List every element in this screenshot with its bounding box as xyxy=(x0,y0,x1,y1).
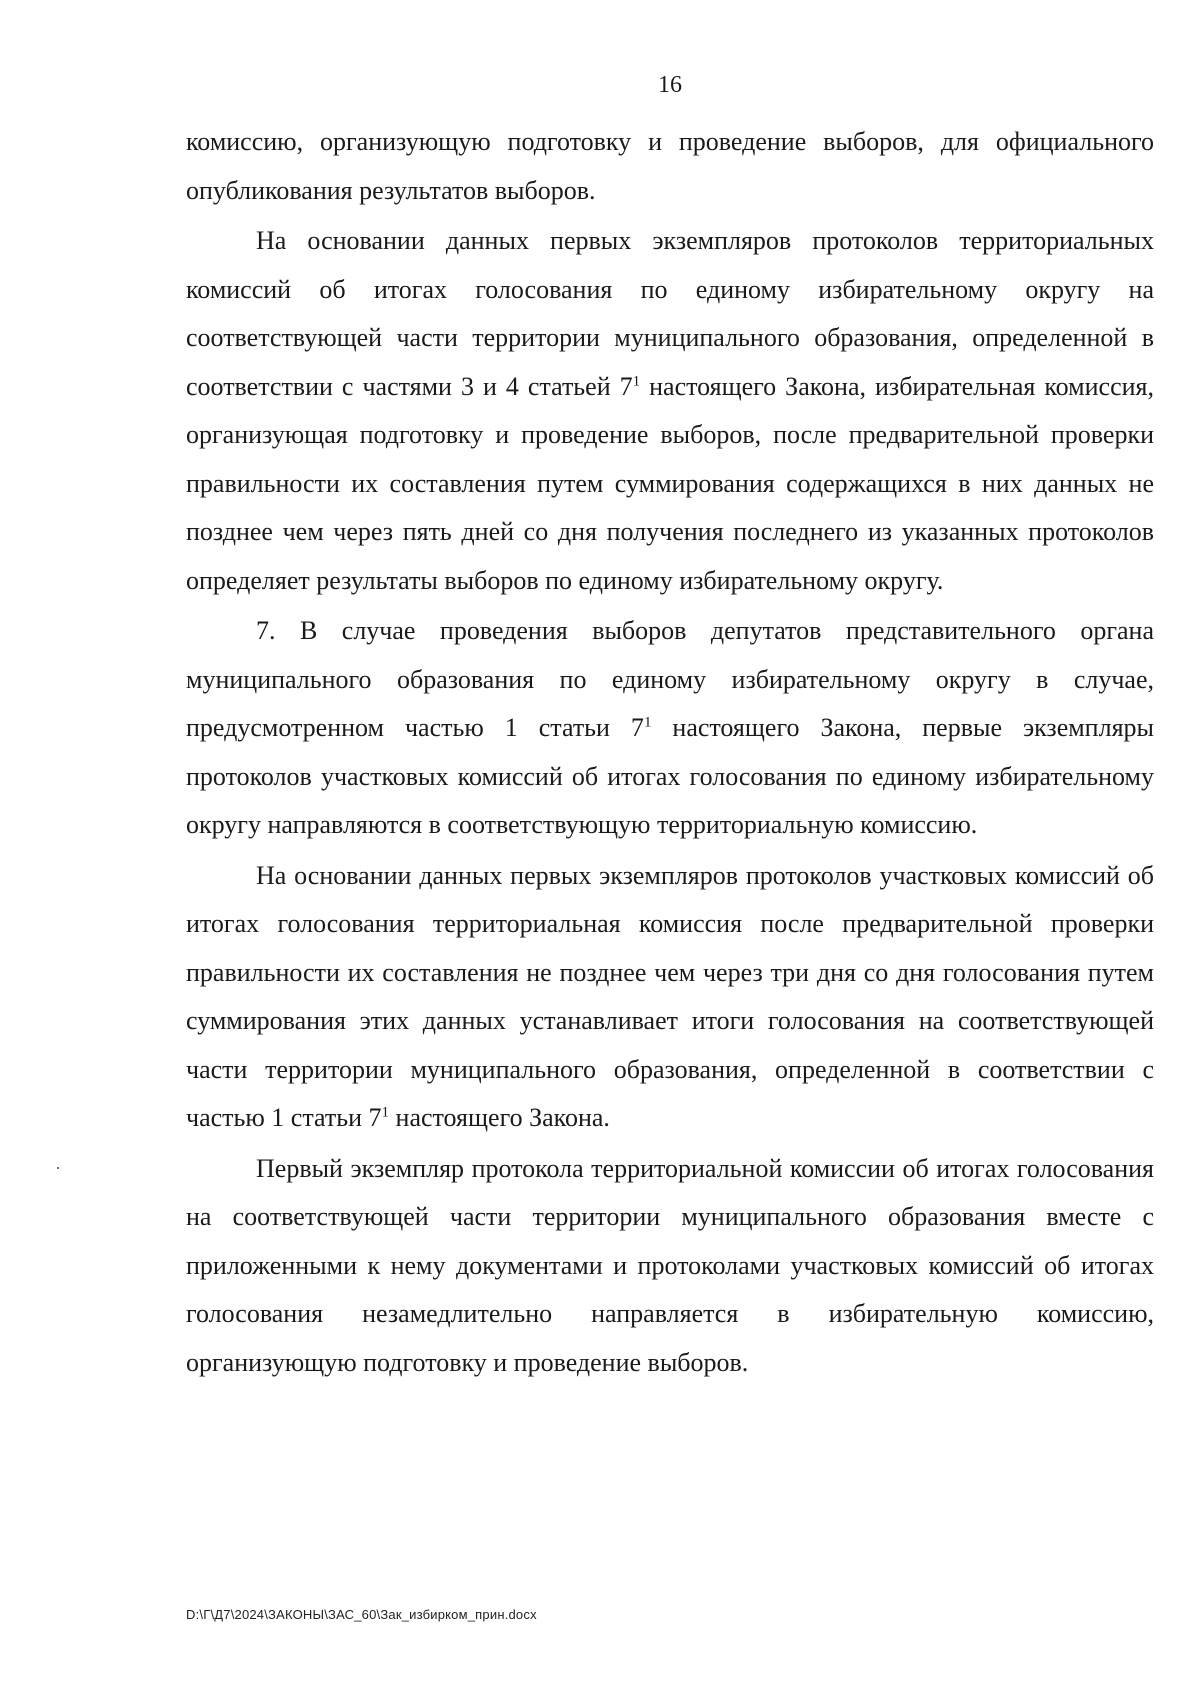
scan-artifact xyxy=(57,1167,59,1169)
paragraph-results-single-district xyxy=(186,217,1154,605)
document-body xyxy=(186,118,1154,1387)
paragraph-territorial-totals xyxy=(186,852,1154,1143)
article-superscript: 1 xyxy=(381,1104,390,1121)
paragraph-text: настоящего Закона, избирательная комиссия, организующая подготовку и проведение выборов, после предварительной проверки правильности их составления путем суммирования содержащихся в них данных не позднее чем через пять дней со дня получения последнего из указанных протоколов определяет результаты выборов по единому избирательному округу. xyxy=(186,371,1154,595)
paragraph-text: На основании данных первых экземпляров протоколов территориальных комиссий об итогах голосования по единому избирательному округу на соответствующей части территории муниципального образования, определенной в соответствии с частями 3 и 4 статьей 7 xyxy=(186,226,1154,401)
paragraph-text: настоящего Закона. xyxy=(389,1103,610,1132)
footer-file-path: D:\Г\Д7\2024\ЗАКОНЫ\ЗАС_60\Зак_избирком_прин.docx xyxy=(186,1607,537,1622)
article-superscript: 1 xyxy=(632,372,641,389)
paragraph-item-7 xyxy=(186,607,1154,850)
paragraph-first-copy: Первый экземпляр протокола территориальной комиссии об итогах голосования на соответствующей части территории муниципального образования вместе с приложенными к нему документами и протоколами участковых комиссий об итогах голосования незамедлительно направляется в избирательную комиссию, организующую подготовку и проведение выборов. xyxy=(186,1153,1154,1377)
paragraph-continuation: комиссию, организующую подготовку и проведение выборов, для официального опубликования результатов выборов. xyxy=(186,127,1154,205)
paragraph-text: 7. В случае проведения выборов депутатов представительного органа муниципального образования по единому избирательному округу в случае, предусмотренном частью 1 статьи 7 xyxy=(186,616,1154,742)
paragraph-text: На основании данных первых экземпляров протоколов участковых комиссий об итогах голосования территориальная комиссия после предварительной проверки правильности их составления не позднее чем через три дня со дня голосования путем суммирования этих данных устанавливает итоги голосования на соответствующей части территории муниципального образования, определенной в соответствии с частью 1 статьи 7 xyxy=(186,860,1154,1132)
paragraph-text: настоящего Закона, первые экземпляры протоколов участковых комиссий об итогах голосования по единому избирательному округу направляются в соответствующую территориальную комиссию. xyxy=(186,713,1154,839)
page-number: 16 xyxy=(658,72,682,98)
article-superscript: 1 xyxy=(643,714,652,731)
